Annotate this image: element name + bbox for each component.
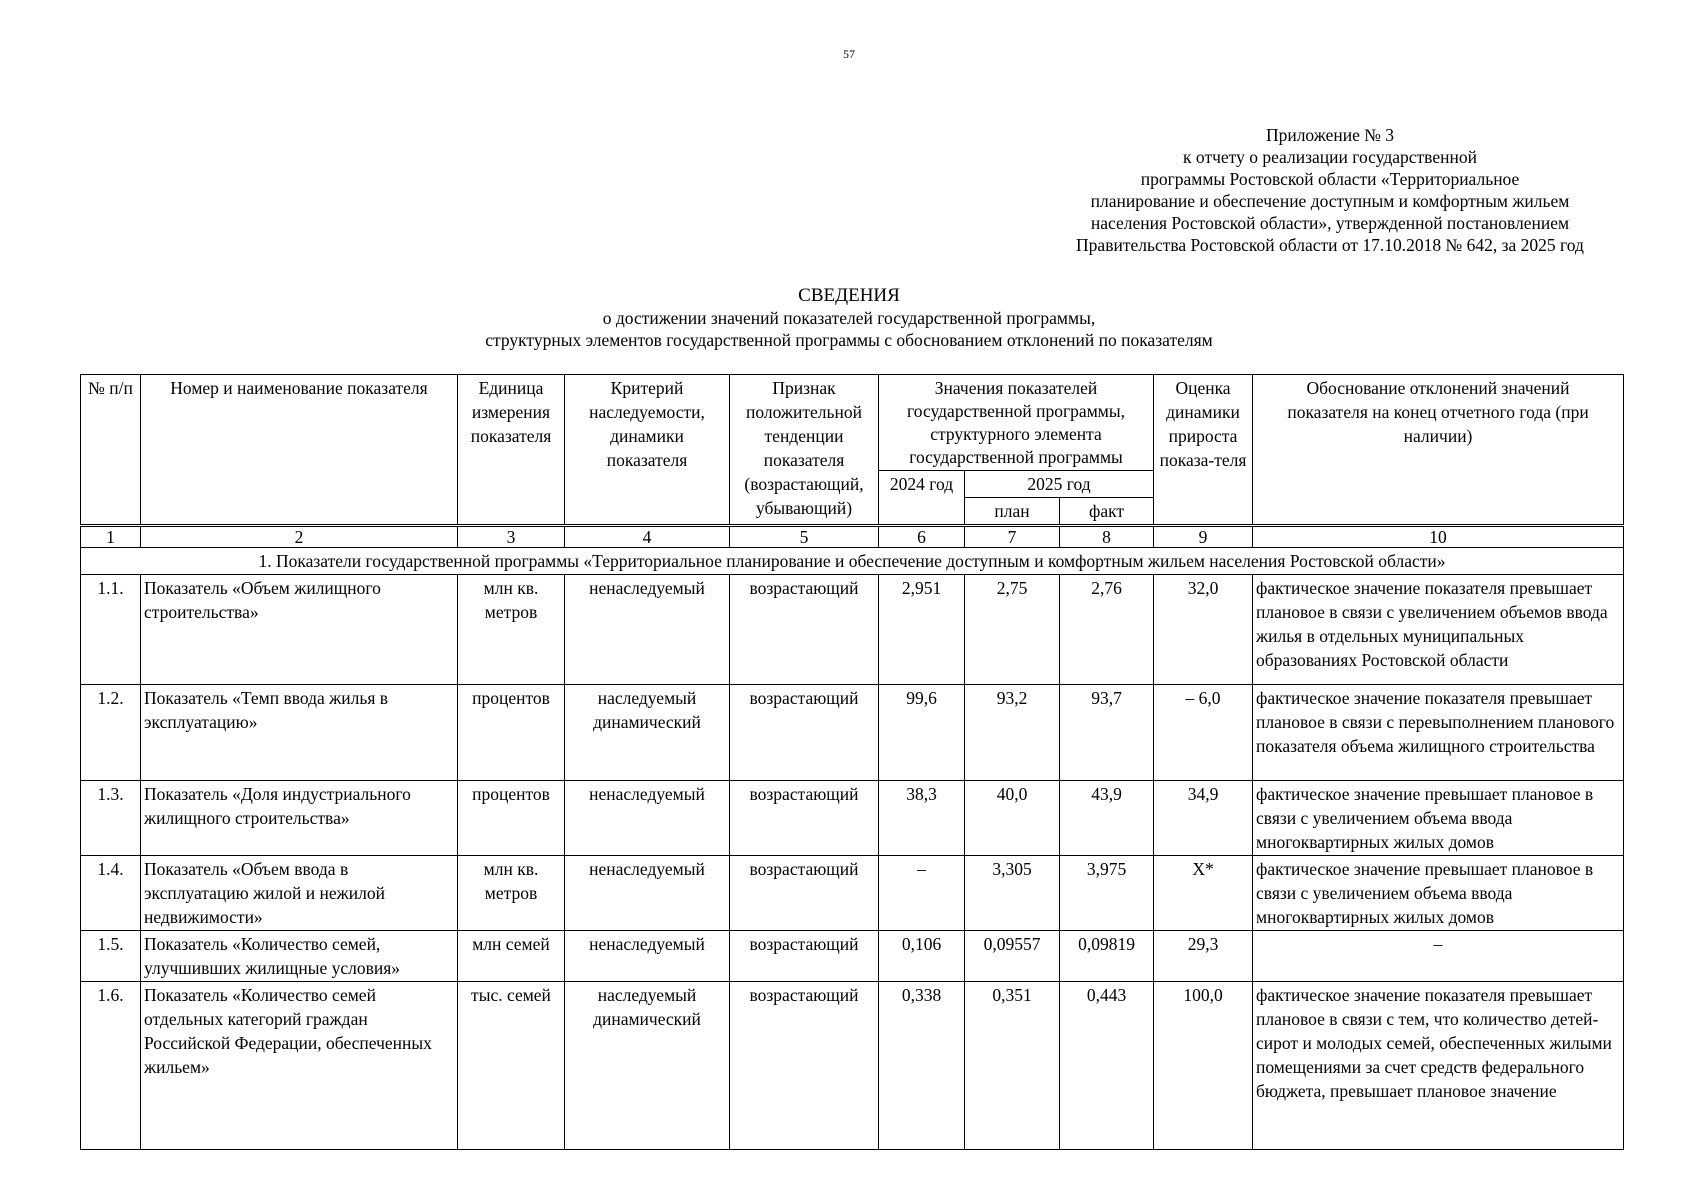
row-assessment: Х* bbox=[1154, 856, 1253, 931]
row-name: Показатель «Количество семей отдельных категорий граждан Российской Федерации, обеспеченных жильем» bbox=[141, 982, 458, 1150]
row-name: Показатель «Темп ввода жилья в эксплуатацию» bbox=[141, 685, 458, 781]
section-title: 1. Показатели государственной программы «Территориальное планирование и обеспечение доступным и комфортным жильем населения Ростовской области» bbox=[81, 548, 1624, 575]
row-name: Показатель «Количество семей, улучшивших жилищные условия» bbox=[141, 931, 458, 982]
header-unit: Единица измерения показателя bbox=[458, 375, 565, 526]
appendix-line: программы Ростовской области «Территориальное bbox=[1140, 169, 1520, 189]
row-value-2024: 99,6 bbox=[879, 685, 965, 781]
row-justification: фактическое значение показателя превышает плановое в связи с тем, что количество детей-сирот и молодых семей, обеспеченных жилыми помещениями за счет средств федерального бюджета, превышает плановое значение bbox=[1253, 982, 1624, 1150]
column-number: 8 bbox=[1060, 526, 1154, 548]
row-unit: процентов bbox=[458, 685, 565, 781]
row-justification: фактическое значение превышает плановое в связи с увеличением объема ввода многоквартирных жилых домов bbox=[1253, 856, 1624, 931]
row-num: 1.1. bbox=[81, 575, 141, 685]
row-criterion: ненаследуемый bbox=[565, 931, 730, 982]
row-fact: 0,443 bbox=[1060, 982, 1154, 1150]
column-number: 6 bbox=[879, 526, 965, 548]
header-trend: Признак положительной тенденции показателя (возрастающий, убывающий) bbox=[730, 375, 879, 526]
document-title bbox=[0, 285, 1698, 351]
header-justification: Обоснование отклонений значений показателя на конец отчетного года (при наличии) bbox=[1253, 375, 1624, 526]
row-trend: возрастающий bbox=[730, 575, 879, 685]
row-justification: фактическое значение показателя превышает плановое в связи с увеличением объемов ввода жилья в отдельных муниципальных образованиях Ростовской области bbox=[1253, 575, 1624, 685]
appendix-line: планирование и обеспечение доступным и комфортным жильем bbox=[1090, 191, 1570, 211]
header-2024: 2024 год bbox=[879, 471, 965, 526]
indicators-table bbox=[80, 374, 1624, 1150]
column-number: 3 bbox=[458, 526, 565, 548]
header-name: Номер и наименование показателя bbox=[141, 375, 458, 526]
page-number: 57 bbox=[843, 47, 855, 61]
appendix-line: Приложение № 3 bbox=[1265, 125, 1395, 145]
row-fact: 3,975 bbox=[1060, 856, 1154, 931]
table-row bbox=[81, 982, 1624, 1150]
header-fact: факт bbox=[1060, 498, 1154, 526]
row-value-2024: 38,3 bbox=[879, 781, 965, 856]
row-name: Показатель «Объем ввода в эксплуатацию жилой и нежилой недвижимости» bbox=[141, 856, 458, 931]
header-plan: план bbox=[965, 498, 1060, 526]
table-row bbox=[81, 781, 1624, 856]
header-criterion: Критерий наследуемости, динамики показателя bbox=[565, 375, 730, 526]
row-trend: возрастающий bbox=[730, 685, 879, 781]
title-subtitle-1: о достижении значений показателей государственной программы, bbox=[602, 308, 1096, 328]
row-justification: фактическое значение превышает плановое в связи с увеличением объема ввода многоквартирных жилых домов bbox=[1253, 781, 1624, 856]
column-number: 9 bbox=[1154, 526, 1253, 548]
row-assessment: 29,3 bbox=[1154, 931, 1253, 982]
title-heading: СВЕДЕНИЯ bbox=[798, 285, 900, 306]
row-fact: 93,7 bbox=[1060, 685, 1154, 781]
row-trend: возрастающий bbox=[730, 781, 879, 856]
header-2025: 2025 год bbox=[965, 471, 1154, 498]
row-assessment: 32,0 bbox=[1154, 575, 1253, 685]
row-unit: млн кв. метров bbox=[458, 575, 565, 685]
row-num: 1.2. bbox=[81, 685, 141, 781]
row-name: Показатель «Доля индустриального жилищного строительства» bbox=[141, 781, 458, 856]
table-row bbox=[81, 685, 1624, 781]
appendix-block bbox=[1000, 124, 1660, 256]
column-number: 7 bbox=[965, 526, 1060, 548]
row-value-2024: – bbox=[879, 856, 965, 931]
column-number: 10 bbox=[1253, 526, 1624, 548]
appendix-line: Правительства Ростовской области от 17.10.2018 № 642, за 2025 год bbox=[1076, 235, 1584, 255]
row-num: 1.3. bbox=[81, 781, 141, 856]
appendix-line: населения Ростовской области», утвержденной постановлением bbox=[1090, 213, 1570, 233]
row-value-2024: 0,338 bbox=[879, 982, 965, 1150]
section-row bbox=[81, 548, 1624, 575]
row-num: 1.4. bbox=[81, 856, 141, 931]
row-fact: 43,9 bbox=[1060, 781, 1154, 856]
row-name: Показатель «Объем жилищного строительства» bbox=[141, 575, 458, 685]
row-assessment: – 6,0 bbox=[1154, 685, 1253, 781]
column-number: 2 bbox=[141, 526, 458, 548]
row-fact: 0,09819 bbox=[1060, 931, 1154, 982]
row-criterion: ненаследуемый bbox=[565, 781, 730, 856]
column-number: 5 bbox=[730, 526, 879, 548]
row-criterion: ненаследуемый bbox=[565, 856, 730, 931]
row-criterion: наследуемый динамический bbox=[565, 982, 730, 1150]
row-assessment: 34,9 bbox=[1154, 781, 1253, 856]
title-subtitle-2: структурных элементов государственной программы с обоснованием отклонений по показателям bbox=[485, 330, 1213, 350]
header-num: № п/п bbox=[81, 375, 141, 526]
header-values-group: Значения показателей государственной программы, структурного элемента государственной программы bbox=[879, 375, 1154, 471]
row-criterion: наследуемый динамический bbox=[565, 685, 730, 781]
column-number: 1 bbox=[81, 526, 141, 548]
row-unit: процентов bbox=[458, 781, 565, 856]
row-num: 1.6. bbox=[81, 982, 141, 1150]
row-value-2024: 0,106 bbox=[879, 931, 965, 982]
table-row bbox=[81, 856, 1624, 931]
row-num: 1.5. bbox=[81, 931, 141, 982]
column-number: 4 bbox=[565, 526, 730, 548]
table-row bbox=[81, 575, 1624, 685]
column-number-row bbox=[81, 526, 1624, 548]
row-plan: 40,0 bbox=[965, 781, 1060, 856]
appendix-line: к отчету о реализации государственной bbox=[1183, 147, 1477, 167]
row-trend: возрастающий bbox=[730, 982, 879, 1150]
row-unit: млн семей bbox=[458, 931, 565, 982]
row-value-2024: 2,951 bbox=[879, 575, 965, 685]
table-row bbox=[81, 931, 1624, 982]
row-plan: 0,09557 bbox=[965, 931, 1060, 982]
header-assessment: Оценка динамики прироста показа-теля bbox=[1154, 375, 1253, 526]
row-assessment: 100,0 bbox=[1154, 982, 1253, 1150]
row-unit: тыс. семей bbox=[458, 982, 565, 1150]
row-plan: 93,2 bbox=[965, 685, 1060, 781]
row-plan: 2,75 bbox=[965, 575, 1060, 685]
row-justification: – bbox=[1253, 931, 1624, 982]
row-unit: млн кв. метров bbox=[458, 856, 565, 931]
row-fact: 2,76 bbox=[1060, 575, 1154, 685]
row-plan: 0,351 bbox=[965, 982, 1060, 1150]
row-trend: возрастающий bbox=[730, 856, 879, 931]
row-justification: фактическое значение показателя превышает плановое в связи с перевыполнением планового показателя объема жилищного строительства bbox=[1253, 685, 1624, 781]
row-trend: возрастающий bbox=[730, 931, 879, 982]
row-criterion: ненаследуемый bbox=[565, 575, 730, 685]
row-plan: 3,305 bbox=[965, 856, 1060, 931]
